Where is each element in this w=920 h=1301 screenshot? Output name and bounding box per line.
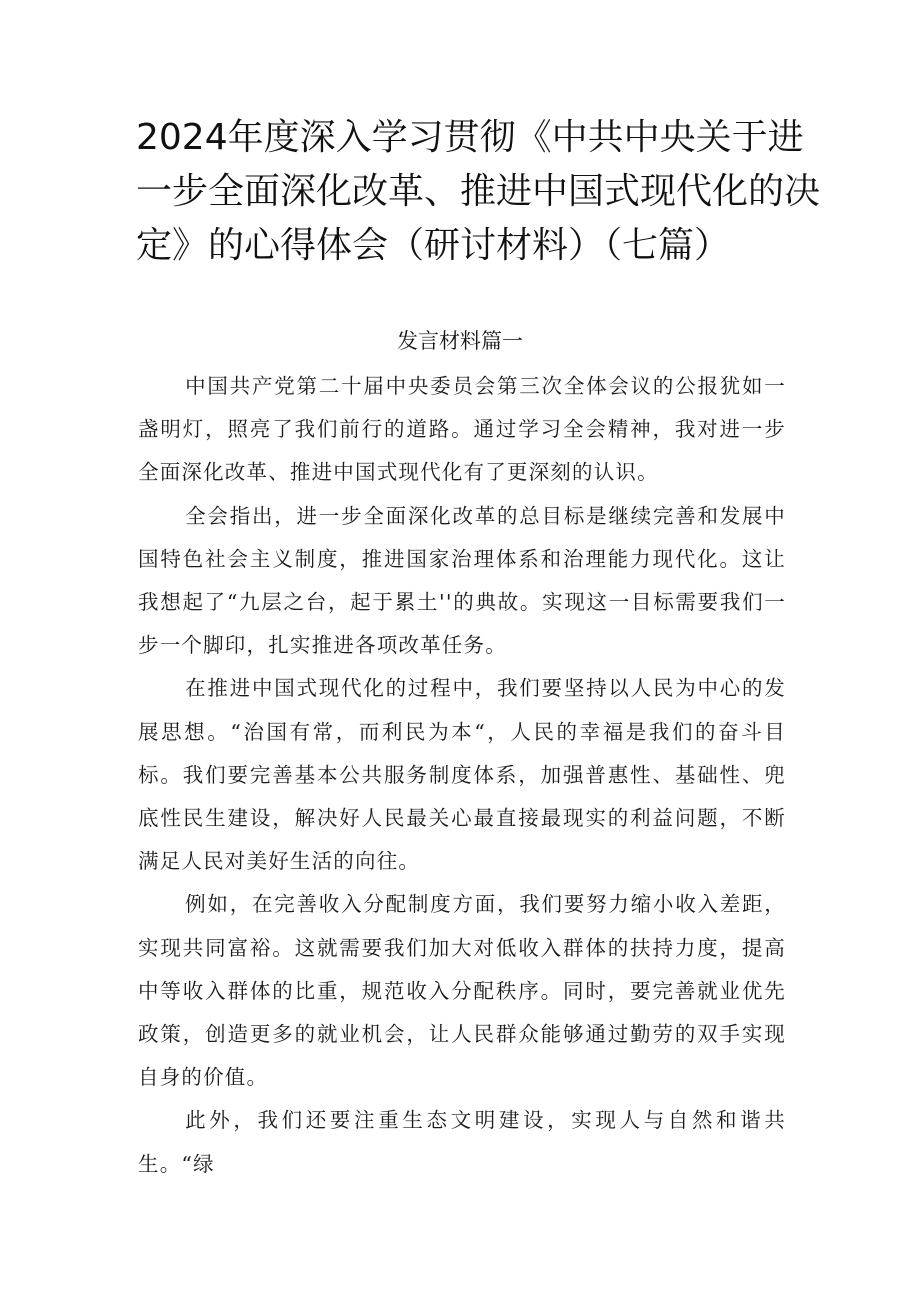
paragraph-1: 中国共产党第二十届中央委员会第三次全体会议的公报犹如一盏明灯，照亮了我们前行的道路。通过学习全会精神，我对进一步全面深化改革、推进中国式现代化有了更深刻的认识。 — [138, 374, 786, 485]
title-line-1: 2024年度深入学习贯彻《中共中央关于进 — [136, 117, 804, 158]
section-heading: 发言材料篇一 — [397, 329, 523, 353]
paragraph-4: 例如，在完善收入分配制度方面，我们要努力缩小收入差距，实现共同富裕。这就需要我们加大对低收入群体的扶持力度，提高中等收入群体的比重，规范收入分配秩序。同时，要完善就业优先政策，创造更多的就业机会，让人民群众能够通过勤劳的双手实现自身的价值。 — [138, 892, 786, 1090]
paragraph-5: 此外，我们还要注重生态文明建设，实现人与自然和谐共生。“绿 — [138, 1108, 786, 1176]
document-body — [138, 365, 786, 1186]
title-line-3: 定》的心得体会（研讨材料）（七篇） — [136, 225, 731, 266]
document-title — [136, 111, 821, 273]
paragraph-3: 在推进中国式现代化的过程中，我们要坚持以人民为中心的发展思想。“治国有常，而利民为本“，人民的幸福是我们的奋斗目标。我们要完善基本公共服务制度体系，加强普惠性、基础性、兜底性民生建设，解决好人民最关心最直接最现实的利益问题，不断满足人民对美好生活的向往。 — [138, 676, 786, 874]
title-line-2: 一步全面深化改革、推进中国式现代化的决 — [136, 171, 821, 212]
paragraph-2: 全会指出，进一步全面深化改革的总目标是继续完善和发展中国特色社会主义制度，推进国家治理体系和治理能力现代化。这让我想起了“九层之台，起于累土''的典故。实现这一目标需要我们一步一个脚印，扎实推进各项改革任务。 — [138, 503, 786, 658]
